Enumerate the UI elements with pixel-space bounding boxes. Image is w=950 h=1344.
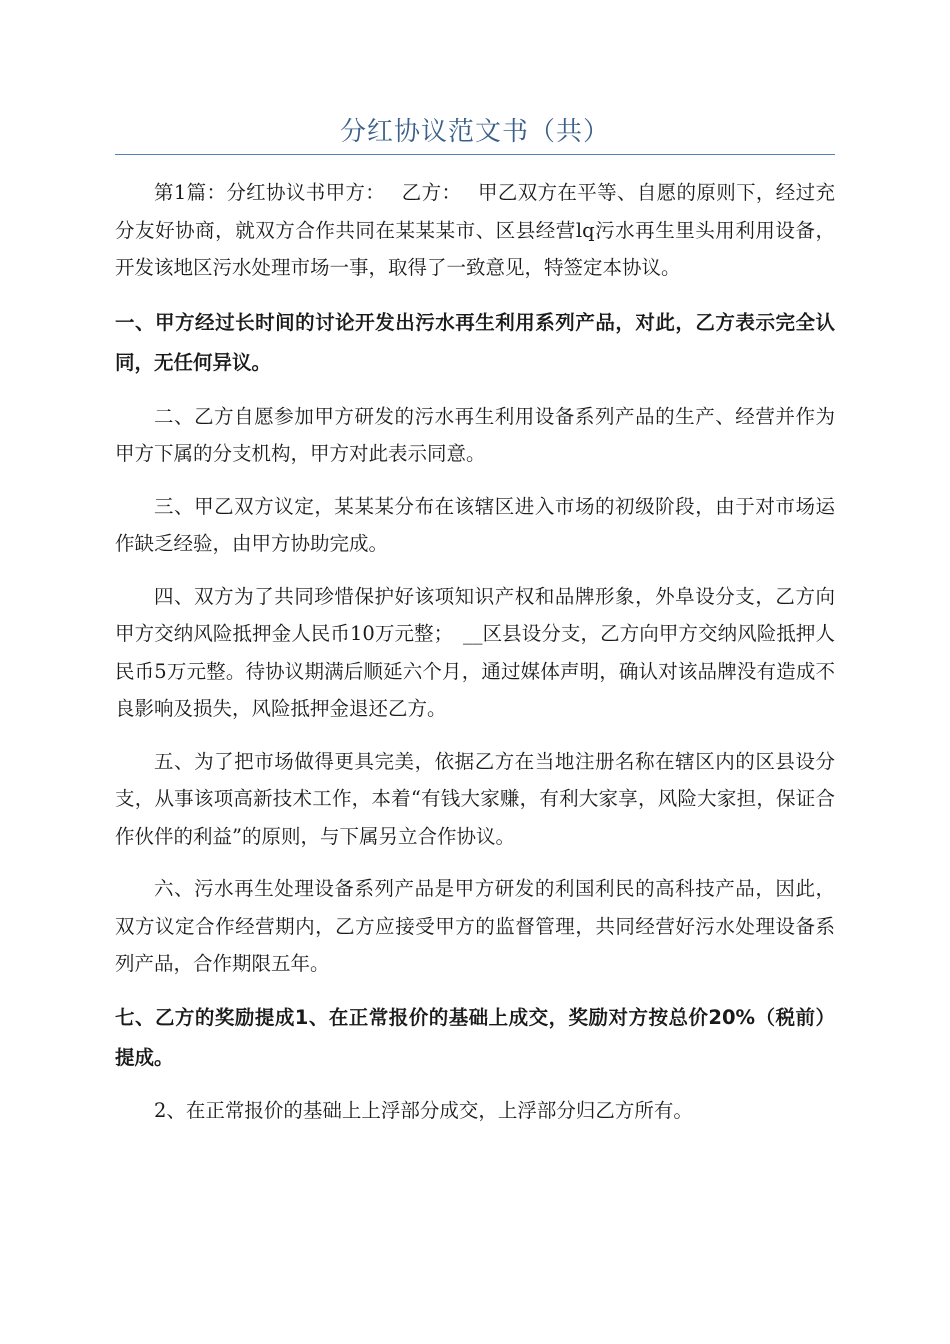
- paragraph-clause-6: 六、污水再生处理设备系列产品是甲方研发的利国利民的高科技产品，因此，双方议定合作经营期内，乙方应接受甲方的监督管理，共同经营好污水处理设备系列产品，合作期限五年。: [115, 877, 835, 975]
- paragraph-clause-4: 四、双方为了共同珍惜保护好该项知识产权和品牌形象，外阜设分支，乙方向甲方交纳风险抵押金人民币10万元整； __区县设分支，乙方向甲方交纳风险抵押人民币5万元整。待协议期满后顺延六个月，通过媒体声明，确认对该品牌没有造成不良影响及损失，风险抵押金退还乙方。: [115, 584, 835, 720]
- paragraph-clause-1: 一、甲方经过长时间的讨论开发出污水再生利用系列产品，对此，乙方表示完全认同，无任何异议。: [115, 310, 835, 374]
- paragraph-clause-7-item-2: 2、在正常报价的基础上上浮部分成交，上浮部分归乙方所有。: [154, 1098, 693, 1122]
- paragraph-clause-7: 七、乙方的奖励提成1、在正常报价的基础上成交，奖励对方按总价20%（税前）提成。: [115, 1005, 835, 1069]
- document-title: 分红协议范文书（共）: [339, 117, 610, 147]
- paragraph-clause-2: 二、乙方自愿参加甲方研发的污水再生利用设备系列产品的生产、经营并作为甲方下属的分支机构，甲方对此表示同意。: [115, 404, 835, 465]
- paragraph-clause-5: 五、为了把市场做得更具完美，依据乙方在当地注册名称在辖区内的区县设分支，从事该项高新技术工作，本着“有钱大家赚，有利大家享，风险大家担，保证合作伙伴的利益”的原则，与下属另立合作协议。: [115, 749, 835, 848]
- paragraph-clause-3: 三、甲乙双方议定，某某某分布在该辖区进入市场的初级阶段，由于对市场运作缺乏经验，由甲方协助完成。: [115, 494, 835, 555]
- title-underline: [115, 154, 835, 155]
- document-body: [115, 174, 835, 1144]
- paragraph-intro: 第1篇：分红协议书甲方： 乙方： 甲乙双方在平等、自愿的原则下，经过充分友好协商，就双方合作共同在某某某市、区县经营lq污水再生里头用利用设备，开发该地区污水处理市场一事，取得了一致意见，特签定本协议。: [115, 181, 835, 279]
